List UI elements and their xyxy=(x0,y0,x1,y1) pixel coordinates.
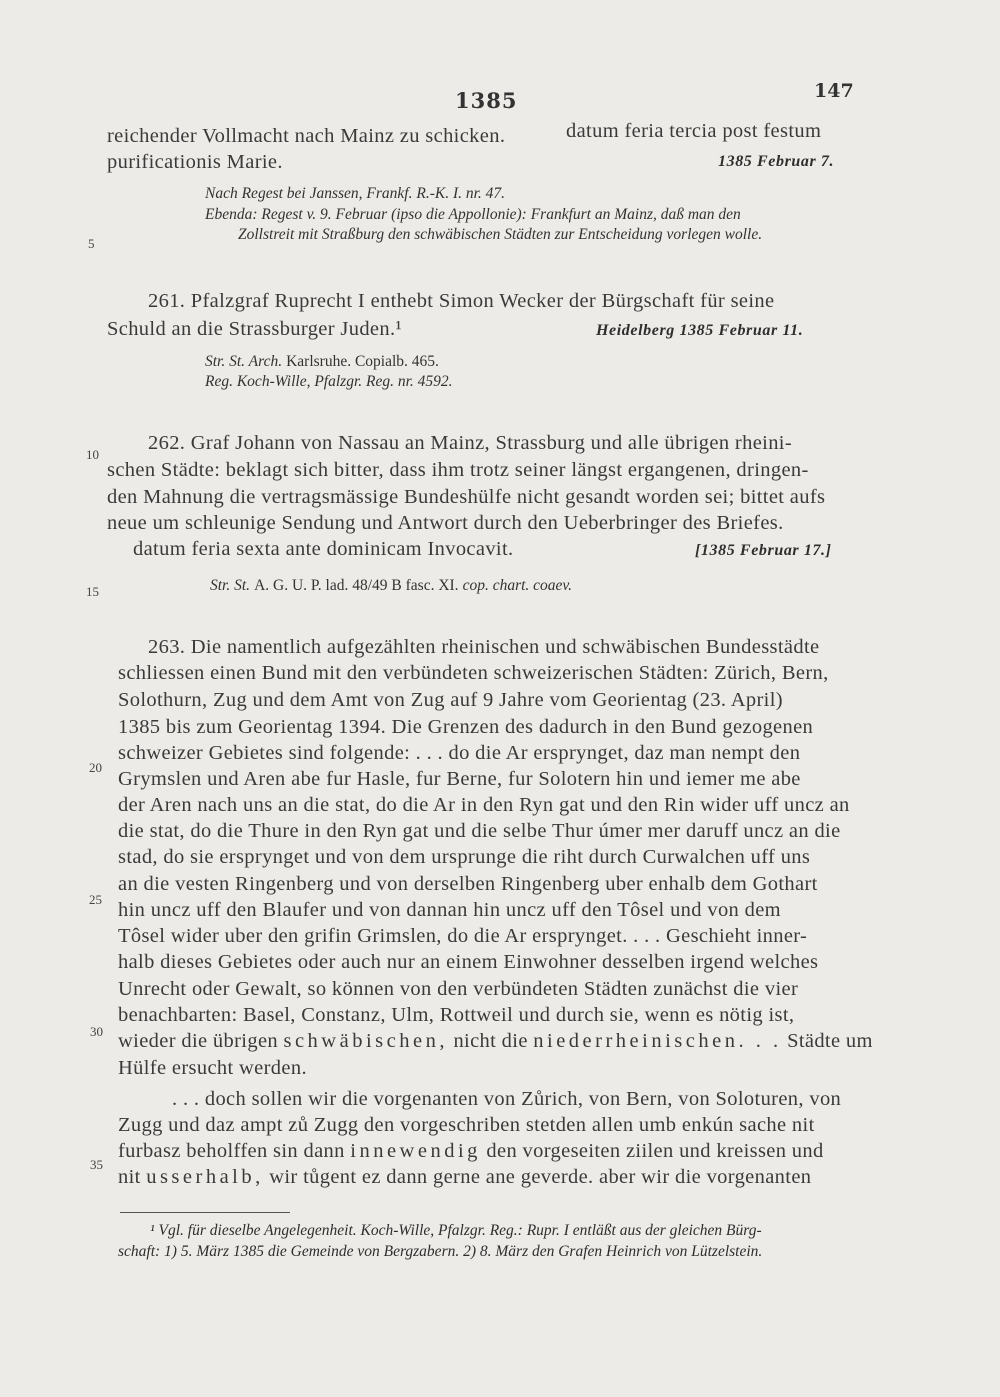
entry-263-line-16-spaced-b: niederrheinischen. . . xyxy=(533,1030,782,1052)
entry-263-line-14: Unrecht oder Gewalt, so können von den verbündeten Städten zunächst die vier xyxy=(118,978,799,1000)
line-number-25: 25 xyxy=(89,892,102,907)
entry-262-date: [1385 Februar 17.] xyxy=(695,542,832,559)
line-number-10: 10 xyxy=(86,447,99,462)
entry-263-line-4: 1385 bis zum Georientag 1394. Die Grenzen des dadurch in den Bund gezogenen xyxy=(118,716,814,738)
entry-263-line-20 xyxy=(118,1140,824,1163)
entry-263-line-8: die stat, do die Thure in den Ryn gat und die selbe Thur úmer mer daruff uncz an die xyxy=(118,820,841,842)
entry-263-line-18: . . . doch sollen wir die vorgenanten von Zůrich, von Bern, von Soloturen, von xyxy=(172,1088,842,1110)
entry-263-line-21-part-a: nit xyxy=(118,1166,141,1188)
entry-263-line-20-part-a: furbasz beholffen sin dann xyxy=(118,1140,345,1162)
entry-263-line-16-part-a: wieder die übrigen xyxy=(118,1030,278,1052)
entry-263-line-7: der Aren nach uns an die stat, do die Ar in den Ryn gat und den Rin wider uff uncz an xyxy=(118,794,850,816)
continuation-note-1: Nach Regest bei Janssen, Frankf. R.-K. I. nr. 47. xyxy=(205,185,506,202)
footnote-line-1: ¹ Vgl. für dieselbe Angelegenheit. Koch-Wille, Pfalzgr. Reg.: Rupr. I entläßt aus der gleichen Bürg- xyxy=(150,1222,762,1239)
entry-261-source-1-location: Karlsruhe. Copialb. 465. xyxy=(286,353,439,370)
continuation-line-1-left: reichender Vollmacht nach Mainz zu schicken. xyxy=(107,125,506,147)
line-number-20: 20 xyxy=(89,760,102,775)
entry-263-line-16-spaced-a: schwäbischen, xyxy=(283,1030,448,1052)
entry-261-source-1 xyxy=(205,353,439,371)
line-number-30: 30 xyxy=(90,1024,103,1039)
entry-263-line-11: hin uncz uff den Blaufer und von dannan hin uncz uff den Tôsel und von dem xyxy=(118,899,781,921)
footnote-line-2: schaft: 1) 5. März 1385 die Gemeinde von Bergzabern. 2) 8. März den Grafen Heinrich von Lützelstein. xyxy=(118,1243,763,1260)
entry-262-line-2: schen Städte: beklagt sich bitter, dass ihm trotz seiner längst ergangenen, dringen- xyxy=(107,459,809,481)
line-number-35: 35 xyxy=(90,1157,103,1172)
continuation-note-2: Ebenda: Regest v. 9. Februar (ipso die Appollonie): Frankfurt an Mainz, daß man den xyxy=(205,206,741,223)
entry-263-line-15: benachbarten: Basel, Constanz, Ulm, Rottweil und durch sie, wenn es nötig ist, xyxy=(118,1004,795,1026)
entry-263-line-10: an die vesten Ringenberg und von derselben Ringenberg uber enhalb dem Gothart xyxy=(118,873,818,895)
line-number-15: 15 xyxy=(86,584,99,599)
entry-263-line-20-part-c: den vorgeseiten ziilen und kreissen und xyxy=(486,1140,824,1162)
entry-263-line-5: schweizer Gebietes sind folgende: . . . do die Ar ersprynget, daz man nempt den xyxy=(118,742,801,764)
entry-262-source xyxy=(210,577,572,595)
entry-263-line-16 xyxy=(118,1030,873,1053)
entry-261-source-1-archive: Str. St. Arch. xyxy=(205,353,283,370)
entry-262-source-signature: A. G. U. P. lad. 48/49 B fasc. XI. xyxy=(254,577,459,594)
entry-261-line-2: Schuld an die Strassburger Juden.¹ xyxy=(107,318,402,340)
entry-263-line-19: Zugg und daz ampt zů Zugg den vorgeschriben stetden allen umb enkún sache nit xyxy=(118,1114,815,1136)
entry-262-line-4: neue um schleunige Sendung und Antwort durch den Ueberbringer des Briefes. xyxy=(107,512,784,534)
entry-263-line-6: Grymslen und Aren abe fur Hasle, fur Berne, fur Solotern hin und iemer me abe xyxy=(118,768,801,790)
running-head-year: 1385 xyxy=(455,88,518,113)
continuation-line-2: purificationis Marie. xyxy=(107,151,283,173)
entry-263-line-16-part-c: nicht die xyxy=(453,1030,528,1052)
entry-261-line-1: 261. Pfalzgraf Ruprecht I enthebt Simon Wecker der Bürgschaft für seine xyxy=(148,290,775,312)
entry-263-line-21-spaced: usserhalb, xyxy=(146,1166,264,1188)
entry-263-line-20-spaced: innewendig xyxy=(350,1140,481,1162)
entry-263-line-1: 263. Die namentlich aufgezählten rheinischen und schwäbischen Bundesstädte xyxy=(148,636,820,658)
entry-262-line-5: datum feria sexta ante dominicam Invocavit. xyxy=(133,538,514,560)
continuation-note-3: Zollstreit mit Straßburg den schwäbischen Städten zur Entscheidung vorlegen wolle. xyxy=(238,226,763,243)
entry-263-line-17: Hülfe ersucht werden. xyxy=(118,1057,307,1079)
continuation-line-1-right: datum feria tercia post festum xyxy=(566,120,822,142)
entry-262-source-archive: Str. St. xyxy=(210,577,251,594)
entry-263-line-16-part-e: Städte um xyxy=(787,1030,873,1052)
entry-262-line-1: 262. Graf Johann von Nassau an Mainz, Strassburg und alle übrigen rheini- xyxy=(148,432,793,454)
entry-262-source-type: cop. chart. coaev. xyxy=(462,577,573,594)
entry-263-line-21 xyxy=(118,1166,811,1189)
continuation-date: 1385 Februar 7. xyxy=(718,153,835,170)
entry-261-source-2: Reg. Koch-Wille, Pfalzgr. Reg. nr. 4592. xyxy=(205,373,453,390)
entry-263-line-9: stad, do sie ersprynget und von dem ursprunge die riht durch Curwalchen uff uns xyxy=(118,846,811,868)
entry-262-line-3: den Mahnung die vertragsmässige Bundeshülfe nicht gesandt worden sei; bittet aufs xyxy=(107,486,826,508)
entry-263-line-12: Tôsel wider uber den grifin Grimslen, do die Ar ersprynget. . . . Geschieht inner- xyxy=(118,925,808,947)
line-number-5: 5 xyxy=(88,236,95,251)
footnote-rule xyxy=(120,1212,290,1213)
entry-263-line-2: schliessen einen Bund mit den verbündeten schweizerischen Städten: Zürich, Bern, xyxy=(118,662,829,684)
entry-263-line-3: Solothurn, Zug und dem Amt von Zug auf 9 Jahre vom Georientag (23. April) xyxy=(118,689,783,711)
page-number: 147 xyxy=(814,80,854,102)
entry-263-line-21-part-c: wir tůgent ez dann gerne ane geverde. aber wir die vorgenanten xyxy=(269,1166,812,1188)
entry-263-line-13: halb dieses Gebietes oder auch nur an einem Einwohner desselben irgend welches xyxy=(118,951,819,973)
entry-261-date: Heidelberg 1385 Februar 11. xyxy=(596,322,804,339)
